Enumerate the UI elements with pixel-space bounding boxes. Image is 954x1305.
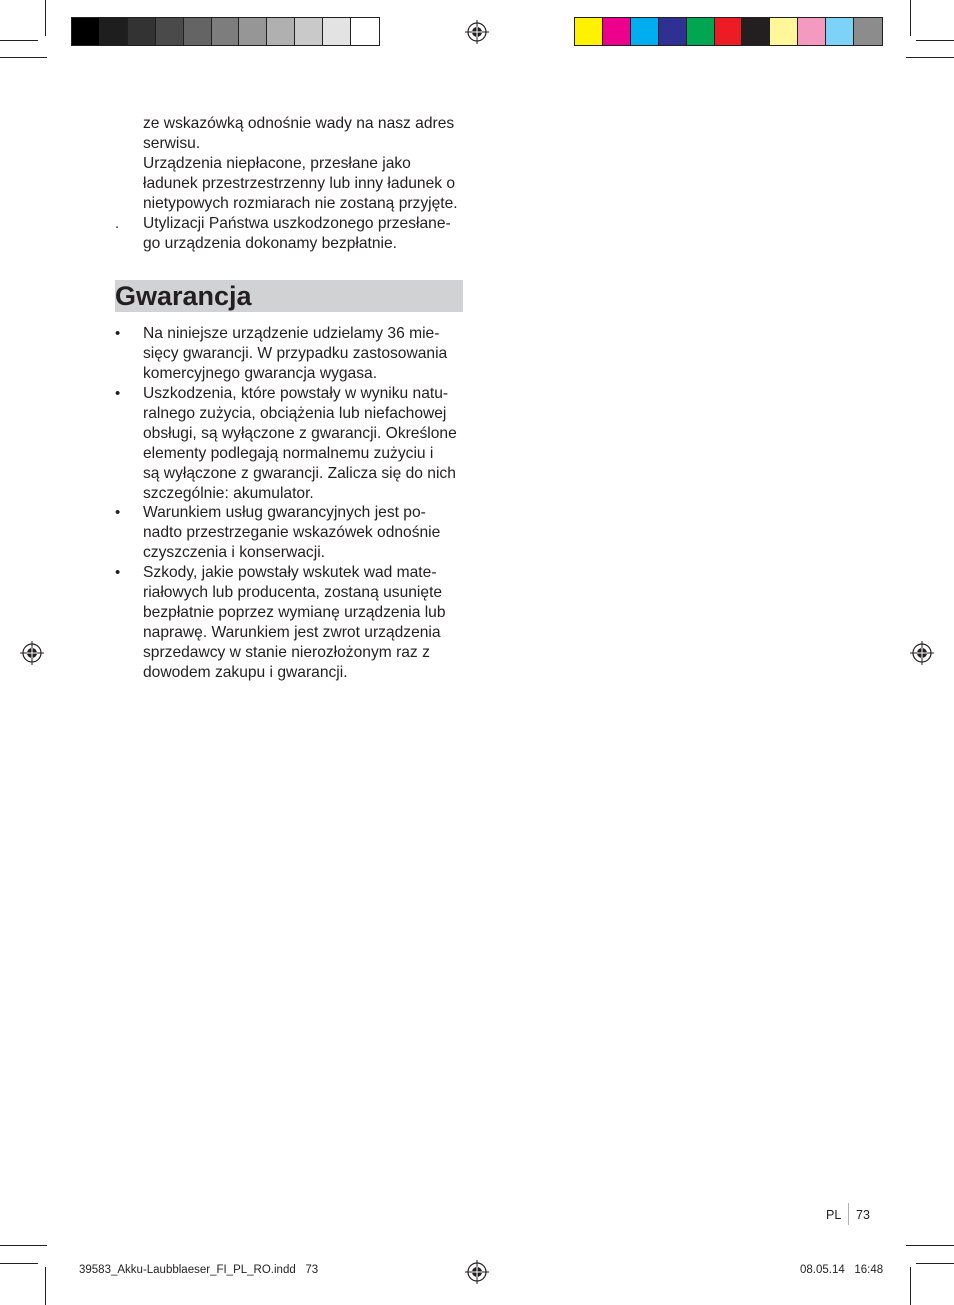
crop-mark <box>910 1267 911 1305</box>
text-line: obsługi, są wyłączone z gwarancji. Określone <box>143 424 457 442</box>
registration-mark-icon <box>20 641 44 665</box>
grayscale-color-bar <box>71 17 380 46</box>
page-number: 73 <box>856 1208 870 1222</box>
crop-mark <box>0 1263 38 1264</box>
text-line: naprawę. Warunkiem jest zwrot urządzenia <box>143 623 441 641</box>
crop-mark <box>906 1245 954 1246</box>
text-line: ze wskazówką odnośnie wady na nasz adres <box>143 115 455 132</box>
registration-mark-icon <box>465 1260 489 1284</box>
color-swatch <box>239 18 267 45</box>
text-line: są wyłączone z gwarancji. Zalicza się do nich <box>143 464 456 482</box>
list-item <box>143 503 465 563</box>
color-swatch <box>826 18 854 45</box>
crop-mark <box>916 40 954 41</box>
crop-mark <box>45 0 46 36</box>
slug-date: 08.05.14 16:48 <box>800 1264 884 1276</box>
text-line: ładunek przestrzestrzenny lub inny ładunek o <box>143 174 456 192</box>
text-line: Na niniejsze urządzenie udzielamy 36 mie- <box>143 325 440 342</box>
color-swatch <box>184 18 212 45</box>
color-swatch <box>798 18 826 45</box>
bullet-marker: • <box>115 385 121 402</box>
bullet-marker: • <box>115 325 121 342</box>
text-line: riałowych lub producenta, zostaną usunięte <box>143 583 443 601</box>
crop-mark <box>0 40 38 41</box>
color-swatch <box>631 18 659 45</box>
text-line: czyszczenia i konserwacji. <box>143 543 325 561</box>
color-swatch <box>659 18 687 45</box>
crop-mark <box>916 1263 954 1264</box>
list-item <box>143 563 465 682</box>
footer-divider <box>848 1203 849 1225</box>
bullet-marker: • <box>115 564 121 581</box>
crop-mark <box>910 0 911 36</box>
bullet-marker: • <box>115 504 121 521</box>
color-swatch <box>575 18 603 45</box>
text-line: serwisu. <box>143 134 201 152</box>
process-color-bar <box>574 17 883 46</box>
continued-paragraph <box>143 114 465 214</box>
section-title: Gwarancja <box>115 281 252 311</box>
language-code: PL <box>826 1208 842 1222</box>
registration-mark-icon <box>910 641 934 665</box>
text-line: elementy podlegają normalnemu zużyciu i <box>143 444 434 462</box>
text-line: ralnego zużycia, obciążenia lub niefachowej <box>143 404 447 422</box>
color-swatch <box>603 18 631 45</box>
color-swatch <box>212 18 240 45</box>
color-swatch <box>295 18 323 45</box>
color-swatch <box>323 18 351 45</box>
continued-paragraph <box>143 214 465 254</box>
text-line: sięcy gwarancji. W przypadku zastosowania <box>143 344 448 362</box>
section-heading-band <box>115 280 463 312</box>
text-line: dowodem zakupu i gwarancji. <box>143 663 348 681</box>
color-swatch <box>854 18 882 45</box>
color-swatch <box>72 18 100 45</box>
text-line: nadto przestrzeganie wskazówek odnośnie <box>143 523 441 541</box>
color-swatch <box>770 18 798 45</box>
list-item <box>143 324 465 384</box>
color-swatch <box>128 18 156 45</box>
slug-filename: 39583_Akku-Laubblaeser_FI_PL_RO.indd 73 <box>79 1264 319 1276</box>
list-marker: . <box>115 215 120 232</box>
text-line: nietypowych rozmiarach nie zostaną przyjęte. <box>143 194 458 212</box>
text-line: komercyjnego gwarancja wygasa. <box>143 364 378 382</box>
crop-mark <box>0 1245 47 1246</box>
text-line: Uszkodzenia, które powstały w wyniku natu- <box>143 385 449 402</box>
color-swatch <box>156 18 184 45</box>
color-swatch <box>687 18 715 45</box>
crop-mark <box>906 57 954 58</box>
text-line: Urządzenia niepłacone, przesłane jako <box>143 154 411 172</box>
color-swatch <box>351 18 379 45</box>
color-swatch <box>267 18 295 45</box>
registration-mark-icon <box>465 20 489 44</box>
color-swatch <box>100 18 128 45</box>
list-item <box>143 384 465 503</box>
text-line: bezpłatnie poprzez wymianę urządzenia lub <box>143 603 446 621</box>
text-line: go urządzenia dokonamy bezpłatnie. <box>143 234 397 252</box>
text-line: szczególnie: akumulator. <box>143 484 314 502</box>
text-line: Warunkiem usług gwarancyjnych jest po- <box>143 504 426 521</box>
color-swatch <box>742 18 770 45</box>
text-line: Utylizacji Państwa uszkodzonego przesłane- <box>143 215 451 232</box>
text-line: sprzedawcy w stanie nierozłożonym raz z <box>143 643 430 661</box>
crop-mark <box>45 1267 46 1305</box>
color-swatch <box>715 18 743 45</box>
text-line: Szkody, jakie powstały wskutek wad mate- <box>143 564 437 581</box>
crop-mark <box>0 57 47 58</box>
